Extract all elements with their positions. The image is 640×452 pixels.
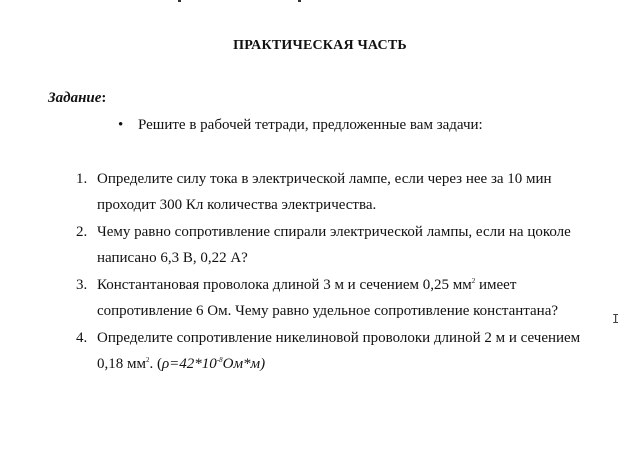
page-heading: ПРАКТИЧЕСКАЯ ЧАСТЬ [233,38,407,53]
problem-text-part: 0,18 мм [97,356,146,372]
bullet-item [118,117,483,134]
problem-4 [76,325,596,377]
formula-part: ρ=42*10 [161,356,217,372]
problem-text [97,166,596,218]
formula-part: Ом*м) [222,356,266,372]
bullet-text: Решите в рабочей тетради, предложенные вам задачи: [138,117,483,133]
superscript: 2 [145,356,150,364]
problem-text [97,219,596,271]
task-label [48,90,106,107]
problem-text-part: имеет [475,277,517,293]
problem-number: 4. [76,330,88,346]
resistivity-formula [162,356,265,372]
problem-line [97,272,596,298]
problem-text [97,325,596,377]
problem-3 [76,272,596,324]
problem-number: 3. [76,277,88,293]
problem-number: 1. [76,171,88,187]
problem-text [97,272,596,324]
problem-number: 2. [76,224,88,240]
text-cursor-icon: I [612,312,620,326]
problem-line [97,351,596,377]
problem-1 [76,166,596,218]
problem-line: Определите сопротивление никелиновой проволоки длиной 2 м и сечением [97,330,581,346]
bullet-icon: • [118,117,124,133]
problem-line: проходит 300 Кл количества электричества. [97,197,377,213]
superscript: 2 [471,277,476,285]
problem-2 [76,219,596,271]
problem-line: Определите силу тока в электрической лампе, если через нее за 10 мин [97,171,552,187]
problem-line: Чему равно сопротивление спирали электрической лампы, если на цоколе [97,224,571,240]
problem-line: сопротивление 6 Ом. Чему равно удельное сопротивление константана? [97,303,559,319]
problem-list [76,166,596,378]
task-label-text: Задание [48,90,102,106]
problem-line: написано 6,3 В, 0,22 А? [97,250,248,266]
problem-text-part: . ( [149,356,162,372]
problem-text-part: Константановая проволока длиной 3 м и сечением 0,25 мм [97,277,472,293]
task-label-colon: : [101,90,107,106]
superscript: -8 [216,356,223,364]
cut-off-text-line [160,0,320,4]
